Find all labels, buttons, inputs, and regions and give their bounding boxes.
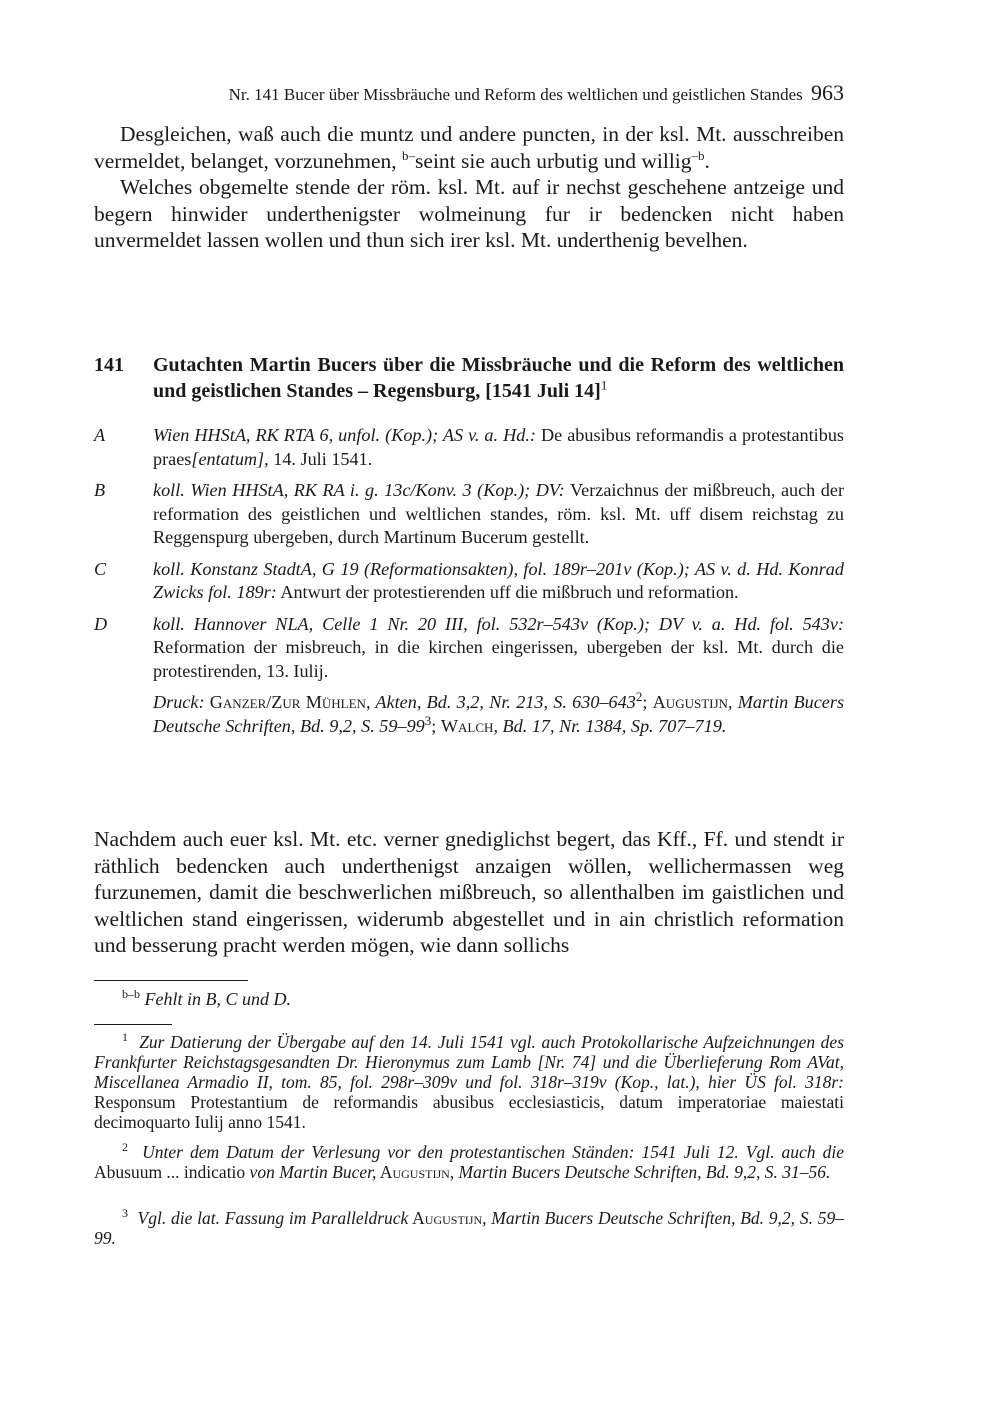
source-description	[153, 613, 844, 684]
document-title-text: Gutachten Martin Bucers über die Missbräuche und die Reform des weltlichen und geistlichen Standes – Regensburg, [1541 Juli 14]	[153, 354, 844, 402]
print-author-2: Augustijn	[652, 692, 728, 712]
source-note-end: , 14. Juli 1541.	[264, 448, 373, 469]
main-text: Nachdem auch euer ksl. Mt. etc. verner gnediglichst begert, das Kff., Ff. und stendt ir räthlich bedencken auch underthenigst anzaigen wöllen, wellichermassen weg furzunemen, damit die beschwerlichen mißbreuch, so allenthalben im gaistlichen und weltlichen stand eingerissen, widerumb abgestellet und in ain christlich reformation und besserung pracht werden mögen, wie dann sollichs	[94, 827, 844, 957]
footnote-number: 3	[122, 1206, 128, 1221]
footnote-author: Augustijn	[376, 1162, 450, 1182]
intro-p1-end: .	[704, 148, 710, 173]
document-title	[153, 352, 844, 404]
print-author-1: Ganzer/Zur Mühlen	[209, 692, 366, 712]
footnote-number: 1	[122, 1030, 128, 1045]
footnote-1	[94, 1032, 844, 1132]
running-head-title: Nr. 141 Bucer über Missbräuche und Reform des weltlichen und geistlichen Standes	[228, 85, 803, 104]
print-title-1: , Akten, Bd. 3,2, Nr. 213, S. 630–643	[365, 692, 636, 712]
source-entry-c	[94, 558, 844, 605]
source-archive: Wien HHStA, RK RTA 6, unfol. (Kop.); AS v. a. Hd.:	[153, 425, 536, 445]
print-sep-1: ;	[642, 692, 653, 712]
print-author-3: Walch	[440, 715, 494, 736]
intro-p1-part-b: seint sie auch urbutig und willig	[415, 148, 692, 173]
footnote-author: Augustijn	[408, 1208, 483, 1228]
source-entry-d	[94, 613, 844, 684]
print-title-2: , Martin Bucers Deutsche Schriften, Bd. 9,2, S. 59–99	[153, 692, 845, 736]
intro-paragraph-1	[94, 121, 844, 174]
footnote-italic: Vgl. die lat. Fassung im Paralleldruck	[137, 1208, 409, 1228]
document-heading	[94, 352, 844, 404]
textual-note-text: Fehlt in B, C und D.	[144, 989, 291, 1009]
source-note: Reformation der misbreuch, in die kirchen eingerissen, ubergeben der ksl. Mt. durch die protestirenden, 13. Iulij.	[153, 637, 844, 681]
footnote-number: 2	[122, 1140, 128, 1155]
source-description	[153, 479, 844, 550]
source-sigle: A	[94, 425, 106, 445]
source-archive: koll. Wien HHStA, RK RA i. g. 13c/Konv. 3 (Kop.); DV:	[153, 480, 565, 500]
textual-note-mark: b–b	[122, 987, 140, 1001]
source-note: De abusibus reformandis a protestantibus praes	[153, 425, 844, 469]
page-number: 963	[811, 80, 844, 105]
textual-notes-rule	[94, 980, 248, 981]
footnote-ref-3: 3	[424, 712, 432, 728]
footnote-italic: Unter dem Datum der Verlesung vor den protestantischen Ständen: 1541 Juli 12. Vgl. auch die	[142, 1142, 844, 1162]
print-title-3: , Bd. 17, Nr. 1384, Sp. 707–719.	[493, 715, 727, 736]
source-archive: koll. Hannover NLA, Celle 1 Nr. 20 III, fol. 532r–543v (Kop.); DV v. a. Hd. fol. 543v:	[153, 613, 844, 634]
source-description	[153, 558, 844, 605]
footnote-2	[94, 1142, 844, 1182]
source-sigle: C	[94, 558, 107, 579]
footnote-italic-2: von Martin Bucer,	[249, 1162, 377, 1182]
intro-p1-part-a: Desgleichen, waß auch die muntz und andere puncten, in der ksl. Mt. ausschreiben vermeldet, belanget, vorzunehmen,	[94, 122, 844, 173]
source-archive: koll. Konstanz StadtA, G 19 (Reformationsakten), fol. 189r–201v (Kop.); AS v. d. Hd. Konrad Zwicks fol. 189r:	[153, 558, 844, 602]
footnotes-rule	[94, 1024, 172, 1025]
footnote-quote: Abusuum ... indicatio	[94, 1162, 250, 1182]
intro-paragraph-2: Welches obgemelte stende der röm. ksl. Mt. auf ir nechst geschehene antzeige und begern hinwider underthenigster wolmeinung fur ir bedencken nicht haben unvermeldet lassen wollen und thun sich irer ksl. Mt. underthenig bevelhen.	[94, 175, 844, 252]
source-entry-b	[94, 479, 844, 550]
print-sep-2: ;	[431, 715, 441, 736]
source-description	[153, 424, 844, 471]
footnote-ref-2: 2	[635, 688, 643, 704]
footnote-3	[94, 1208, 844, 1248]
source-sigle: B	[94, 480, 106, 500]
source-note-italic: [entatum]	[191, 448, 265, 469]
footnote-quote: Responsum Protestantium de reformandis abusibus ecclesiasticis, datum imperatoriae maiestati decimoquarto Iulij anno 1541.	[94, 1092, 844, 1132]
document-number: 141	[94, 354, 124, 376]
source-entry-a	[94, 424, 844, 471]
intro-text	[94, 121, 844, 254]
print-label: Druck:	[153, 692, 205, 712]
textual-note-mark-open: b–	[402, 147, 416, 163]
running-head	[229, 80, 844, 106]
footnote-italic-3: , Martin Bucers Deutsche Schriften, Bd. 9,2, S. 31–56.	[449, 1162, 831, 1182]
footnote-italic: Zur Datierung der Übergabe auf den 14. Juli 1541 vgl. auch Protokollarische Aufzeichnungen des Frankfurter Reichstagsgesandten Dr. Hieronymus zum Lamb [Nr. 74] und die Überlieferung Rom AVat, Miscellanea Armadio II, tom. 85, fol. 298r–309v und fol. 318r–319v (Kop., lat.), hier ÜS fol. 318r:	[94, 1032, 845, 1092]
textual-note-mark-close: –b	[691, 147, 705, 163]
source-list	[94, 424, 844, 738]
footnote-ref-1: 1	[600, 377, 608, 393]
print-references	[153, 688, 845, 738]
footnote-italic-2: , Martin Bucers Deutsche Schriften, Bd. 9,2, S. 59–99.	[94, 1208, 844, 1248]
source-note: Antwurt der protestierenden uff die mißbruch und reformation.	[276, 582, 739, 602]
source-sigle: D	[94, 613, 108, 634]
source-note: Verzaichnus der mißbreuch, auch der reformation des geistlichen und weltlichen standes, röm. ksl. Mt. uff disem reichstag zu Reggenspurg ubergeben, durch Martinum Bucerum gestellt.	[153, 480, 844, 547]
textual-note	[94, 988, 844, 1010]
